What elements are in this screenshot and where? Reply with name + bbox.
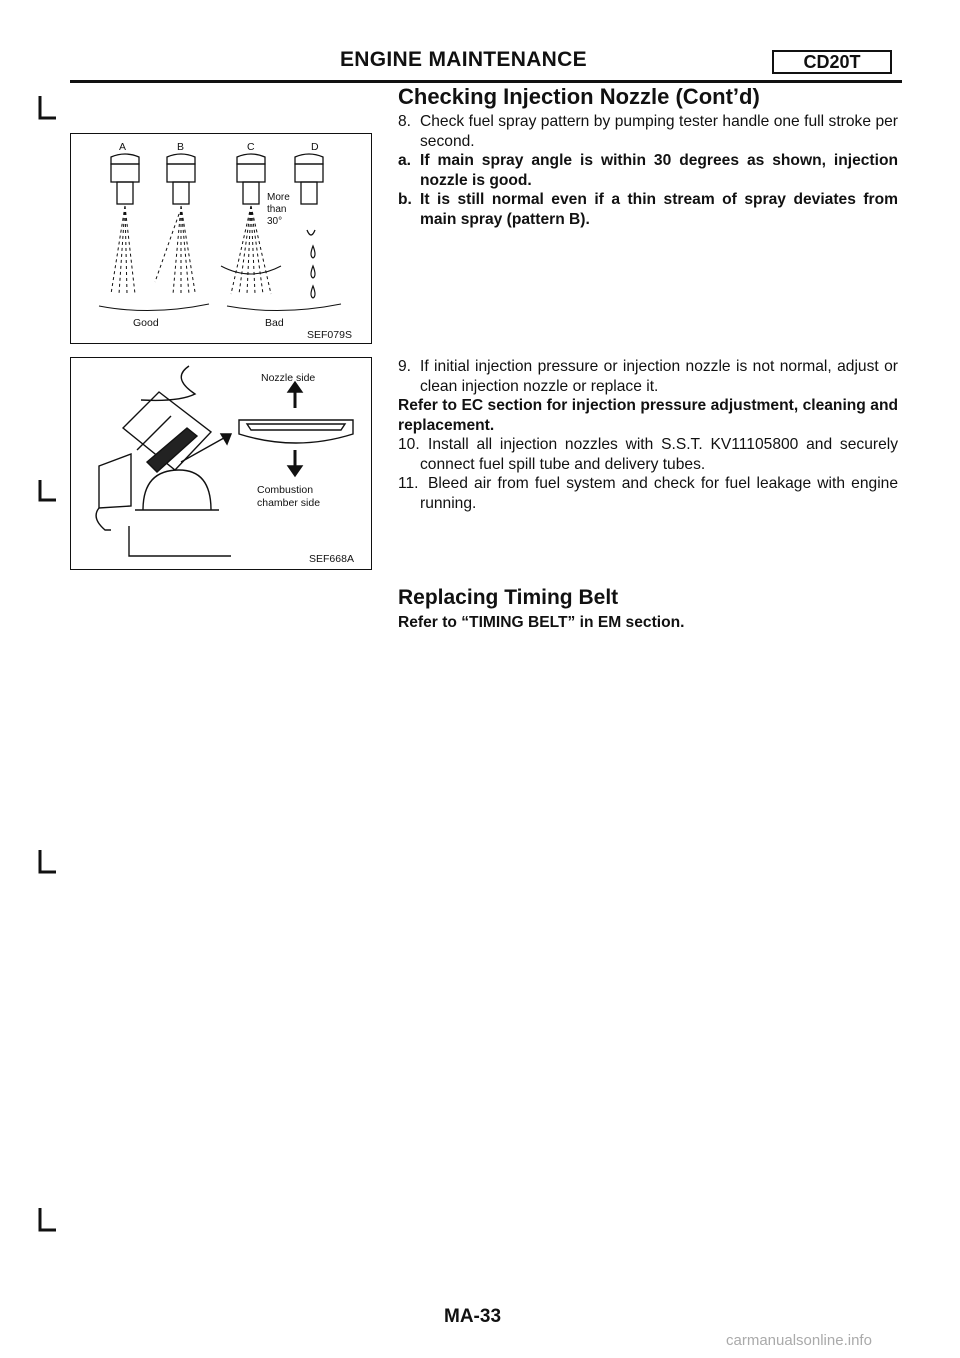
bad-bracket [227,304,341,311]
pattern-label-c: C [247,141,255,153]
nozzle-install-figure [70,357,372,570]
spray-b [155,206,195,294]
combustion-arrow-head [288,466,302,476]
nozzle-line [137,416,171,450]
step-number: 8. [398,113,412,130]
step-number: 10. [398,436,420,453]
step-text: If initial injection pressure or injection nozzle is not normal, adjust or clean injection nozzle or replace it. [420,358,898,395]
steps-list-1 [398,112,898,229]
angle-arc [221,266,281,274]
refer-ec-note: Refer to EC section for injection pressure adjustment, cleaning and replacement. [398,397,898,434]
step-number: 11. [398,475,419,492]
spray-a [111,206,135,294]
page-header-title: ENGINE MAINTENANCE [340,48,587,71]
binding-mark-1 [40,96,56,118]
step-a [398,151,898,190]
header-rule [70,80,902,83]
seat-block [99,454,131,508]
step-text: Bleed air from fuel system and check for fuel leakage with engine running. [420,475,898,512]
nozzle-b-body [173,182,189,204]
binding-mark-4 [40,1208,56,1230]
step-8 [398,112,898,151]
nozzle-a-body [117,182,133,204]
seat-curve [96,508,111,530]
figure1-code: SEF079S [307,329,352,341]
step-9 [398,357,898,396]
more-than-line2: than [267,204,287,215]
nozzle-a-cap [111,154,139,164]
step-text: If main spray angle is within 30 degrees as shown, injection nozzle is good. [420,152,898,189]
chamber-bottom [129,526,207,556]
step-text: Check fuel spray pattern by pumping tester handle one full stroke per second. [420,113,898,150]
step-b [398,190,898,229]
page-number: MA-33 [444,1306,502,1327]
binding-mark-2 [40,480,56,500]
combustion-label-line1: Combustion [257,484,314,496]
spray-d-drops [311,246,315,298]
binding-marks [0,0,80,1358]
nozzle-side-label: Nozzle side [261,372,316,384]
nozzle-c-cap [237,154,265,164]
more-than-line1: More [267,192,290,203]
nozzle-washer [147,428,197,472]
section-title: Checking Injection Nozzle (Cont’d) [398,84,760,109]
nozzle-a-top [111,164,139,182]
nozzle-b-top [167,164,195,182]
pattern-label-d: D [311,141,319,153]
nozzle-d-tip [307,230,315,235]
watermark: carmanualsonline.info [726,1332,872,1349]
nozzle-b-cap [167,154,195,164]
step-number: b. [398,191,412,208]
step-text: Install all injection nozzles with S.S.T. KV11105800 and securely connect fuel spill tube and delivery tubes. [420,436,898,473]
nozzle-d-body [301,182,317,204]
nozzle-install-drawing [71,358,373,571]
pattern-label-b: B [177,141,185,153]
good-label: Good [133,317,159,329]
step-number: a. [398,152,412,169]
step-number: 9. [398,358,412,375]
head-outline [141,366,195,400]
step-text: It is still normal even if a thin stream of spray deviates from main spray (pattern B). [420,191,898,228]
nozzle-c-top [237,164,265,182]
gasket-inner [247,424,345,430]
nozzle-d-cap [295,154,323,164]
good-bracket [99,304,209,311]
nozzle-c-body [243,182,259,204]
binding-mark-3 [40,850,56,872]
nozzle-d-top [295,164,323,182]
pattern-label-a: A [119,141,127,153]
model-badge: CD20T [772,50,892,74]
step-11 [398,474,898,513]
steps-list-2 [398,357,898,396]
step-10 [398,435,898,474]
subsection-title: Replacing Timing Belt [398,586,619,609]
combustion-label-line2: chamber side [257,497,321,509]
chamber-dome [143,470,211,510]
spray-pattern-drawing [71,134,373,345]
figure2-code: SEF668A [309,553,354,565]
spray-c [231,206,271,294]
bad-label: Bad [265,317,284,329]
steps-list-3 [398,435,898,513]
more-than-line3: 30° [267,216,283,227]
subsection-text: Refer to “TIMING BELT” in EM section. [398,614,685,631]
spray-pattern-figure [70,133,372,344]
